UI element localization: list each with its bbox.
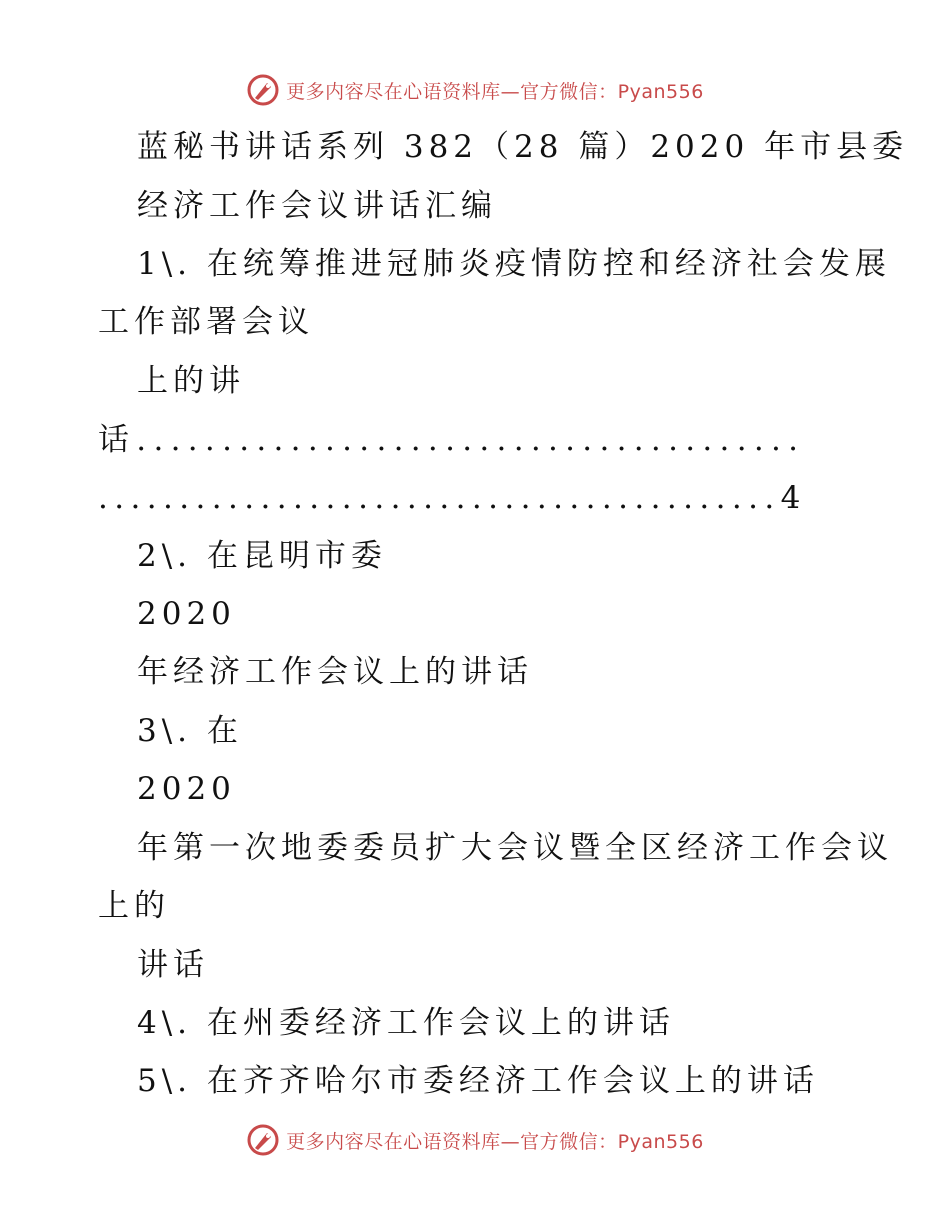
toc-item-5-line-1: 5\. 在齐齐哈尔市委经济工作会议上的讲话 (137, 1063, 819, 1099)
document-title-line-1: 蓝秘书讲话系列 382（28 篇）2020 年市县委 (137, 129, 909, 165)
toc-item-1-dot-leader-2: ..........................................4 (98, 480, 807, 516)
document-title-line-2: 经济工作会议讲话汇编 (137, 188, 497, 224)
toc-item-2-line-3: 年经济工作会议上的讲话 (137, 654, 533, 690)
watermark-text: 更多内容尽在心语资料库—官方微信：Pyan556 (286, 1130, 704, 1153)
pen-nib-logo-icon (246, 1123, 280, 1157)
watermark-text: 更多内容尽在心语资料库—官方微信：Pyan556 (286, 80, 704, 103)
toc-item-3-line-2: 2020 (137, 771, 236, 807)
toc-item-3-line-1: 3\. 在 (137, 713, 243, 749)
toc-item-3-line-3: 年第一次地委委员扩大会议暨全区经济工作会议 (137, 830, 893, 866)
toc-item-4-line-1: 4\. 在州委经济工作会议上的讲话 (137, 1005, 675, 1041)
pen-nib-logo-icon (246, 73, 280, 107)
watermark-banner-top (0, 70, 950, 110)
toc-item-1-line-3: 上的讲 (137, 363, 245, 399)
toc-item-3-line-4: 上的 (98, 888, 170, 924)
toc-item-2-line-1: 2\. 在昆明市委 (137, 538, 387, 574)
toc-item-1-line-2: 工作部署会议 (98, 304, 314, 340)
toc-item-1-dot-leader-1: 话....................................... (98, 422, 806, 458)
toc-item-1-line-1: 1\. 在统筹推进冠肺炎疫情防控和经济社会发展 (137, 246, 891, 282)
watermark-banner-bottom (0, 1120, 950, 1160)
toc-item-3-line-5: 讲话 (137, 947, 209, 983)
toc-item-2-line-2: 2020 (137, 596, 236, 632)
